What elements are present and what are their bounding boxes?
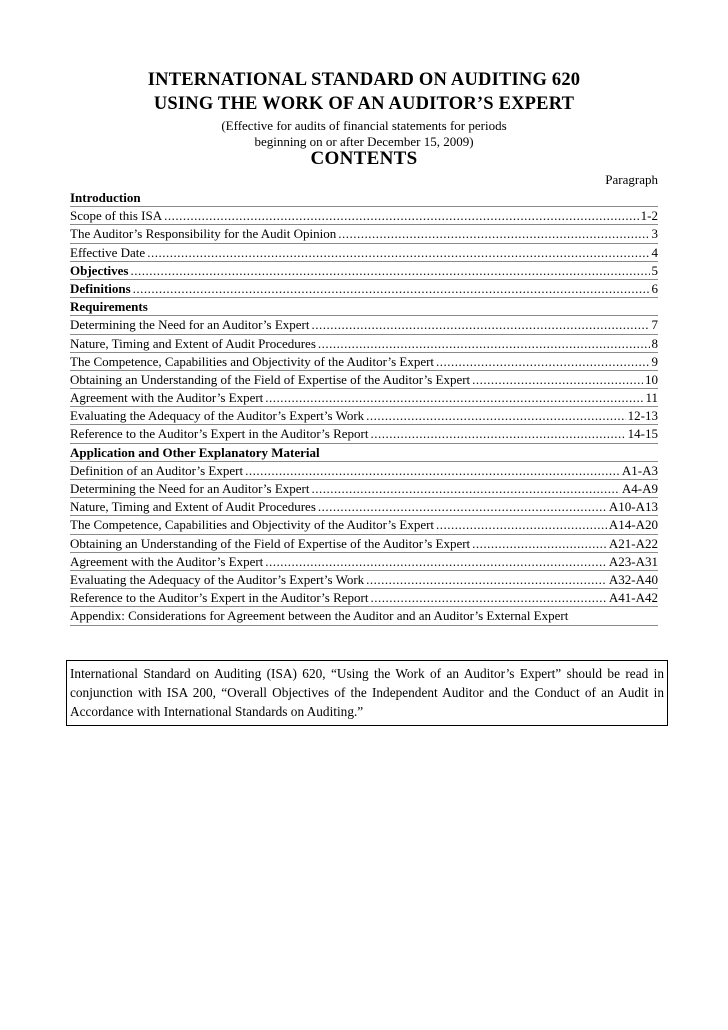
dot-leader — [436, 353, 649, 370]
toc-entry[interactable] — [70, 480, 658, 498]
toc-entry-ref: 9 — [651, 353, 658, 369]
toc-entry-ref: 12-13 — [627, 408, 658, 424]
toc-entry-label: Obtaining an Understanding of the Field of Expertise of the Auditor’s Expert — [70, 535, 471, 551]
toc-entry-label: Objectives — [70, 262, 129, 278]
dot-leader — [366, 571, 607, 588]
toc-entry[interactable] — [70, 225, 658, 243]
effective-date-line-2: beginning on or after December 15, 2009) — [254, 134, 474, 149]
contents-heading: CONTENTS — [310, 148, 418, 169]
toc-entry-label: Reference to the Auditor’s Expert in the Auditor’s Report — [70, 426, 369, 442]
toc-entry-label: The Competence, Capabilities and Objectivity of the Auditor’s Expert — [70, 517, 435, 533]
dot-leader — [370, 425, 625, 442]
toc-entry[interactable] — [70, 407, 658, 425]
effective-date-line-1: (Effective for audits of financial statements for periods — [221, 118, 507, 133]
toc-entry-ref: 8 — [651, 335, 658, 351]
toc-entry-ref: A41-A42 — [608, 590, 658, 606]
toc-entry-definitions[interactable] — [70, 280, 658, 298]
toc-entry-ref: 5 — [651, 262, 658, 278]
toc-entry-ref: A14-A20 — [608, 517, 658, 533]
dot-leader — [472, 535, 607, 552]
toc-entry[interactable] — [70, 553, 658, 571]
toc-section-label: Introduction — [70, 190, 141, 205]
toc-entry-ref: 7 — [651, 317, 658, 333]
toc-entry-label: Agreement with the Auditor’s Expert — [70, 553, 264, 569]
toc-entry-label: Obtaining an Understanding of the Field of Expertise of the Auditor’s Expert — [70, 371, 471, 387]
dot-leader — [370, 589, 606, 606]
toc-entry[interactable] — [70, 571, 658, 589]
paragraph-column-label: Paragraph — [605, 172, 658, 187]
dot-leader — [164, 207, 639, 224]
dot-leader — [147, 244, 649, 261]
dot-leader — [472, 371, 643, 388]
toc-entry[interactable] — [70, 425, 658, 443]
toc-entry-label: Definitions — [70, 280, 131, 296]
document-title: INTERNATIONAL STANDARD ON AUDITING 620 — [147, 70, 581, 90]
toc-entry-ref: A21-A22 — [608, 535, 658, 551]
toc-entry-ref: 4 — [651, 244, 658, 260]
dot-leader — [245, 462, 620, 479]
toc-section-label: Requirements — [70, 299, 148, 315]
toc-entry-label: Reference to the Auditor’s Expert in the Auditor’s Report — [70, 590, 369, 606]
toc-entry[interactable] — [70, 389, 658, 407]
toc-entry-label: Agreement with the Auditor’s Expert — [70, 390, 264, 406]
toc-entry[interactable] — [70, 353, 658, 371]
toc-entry-ref: 1-2 — [640, 208, 658, 224]
toc-entry[interactable] — [70, 335, 658, 353]
toc-entry[interactable] — [70, 371, 658, 389]
document-subtitle: USING THE WORK OF AN AUDITOR’S EXPERT — [153, 94, 575, 114]
dot-leader — [265, 389, 643, 406]
dot-leader — [133, 280, 650, 297]
toc-entry-label: Scope of this ISA — [70, 208, 163, 224]
toc-entry-label: Determining the Need for an Auditor’s Expert — [70, 317, 310, 333]
toc-entry-objectives[interactable] — [70, 262, 658, 280]
toc-section-heading-introduction — [70, 189, 658, 207]
toc-entry-ref: A23-A31 — [608, 553, 658, 569]
dot-leader — [318, 335, 650, 352]
toc-entry[interactable] — [70, 316, 658, 334]
toc-entry-ref: 3 — [651, 226, 658, 242]
toc-entry-label: Nature, Timing and Extent of Audit Procedures — [70, 335, 316, 351]
toc-entry-label: The Competence, Capabilities and Objectivity of the Auditor’s Expert — [70, 353, 435, 369]
dot-leader — [436, 516, 607, 533]
dot-leader — [338, 225, 649, 242]
dot-leader — [366, 407, 625, 424]
toc-entry-ref: 14-15 — [627, 426, 658, 442]
toc-entry[interactable] — [70, 498, 658, 516]
reading-notice-box: International Standard on Auditing (ISA) 620, “Using the Work of an Auditor’s Expert” should be read in conjunction with ISA 200, “Overall Objectives of the Independent Auditor and the Conduct of an Audit in Accordance with International Standards on Auditing.” — [66, 660, 668, 726]
toc-entry[interactable] — [70, 516, 658, 534]
toc-entry-label: The Auditor’s Responsibility for the Audit Opinion — [70, 226, 337, 242]
dot-leader — [311, 480, 619, 497]
toc-entry-ref: A10-A13 — [608, 499, 658, 515]
toc-entry-label: Definition of an Auditor’s Expert — [70, 462, 244, 478]
toc-entry-label: Evaluating the Adequacy of the Auditor’s Expert’s Work — [70, 571, 365, 587]
table-of-contents — [70, 189, 658, 626]
toc-entry-ref: A32-A40 — [608, 571, 658, 587]
toc-entry[interactable] — [70, 535, 658, 553]
toc-entry[interactable] — [70, 462, 658, 480]
toc-entry[interactable] — [70, 244, 658, 262]
toc-entry-ref: A1-A3 — [621, 462, 658, 478]
dot-leader — [311, 316, 649, 333]
toc-entry[interactable] — [70, 207, 658, 225]
toc-entry-label: Determining the Need for an Auditor’s Expert — [70, 481, 310, 496]
toc-entry-label: Evaluating the Adequacy of the Auditor’s Expert’s Work — [70, 408, 365, 424]
toc-entry-ref: A4-A9 — [621, 481, 658, 496]
toc-section-heading-requirements — [70, 298, 658, 316]
dot-leader — [130, 262, 649, 279]
toc-entry-appendix[interactable] — [70, 607, 658, 625]
toc-entry-label: Nature, Timing and Extent of Audit Procedures — [70, 499, 316, 515]
toc-section-label: Application and Other Explanatory Material — [70, 444, 320, 460]
toc-entry-ref: 11 — [645, 390, 658, 406]
toc-entry-ref: 6 — [651, 280, 658, 296]
dot-leader — [265, 553, 607, 570]
toc-entry-ref: 10 — [645, 371, 658, 387]
toc-section-heading-application — [70, 444, 658, 462]
toc-entry-label: Appendix: Considerations for Agreement between the Auditor and an Auditor’s External Expert — [70, 608, 569, 624]
toc-entry[interactable] — [70, 589, 658, 607]
dot-leader — [318, 498, 607, 515]
toc-entry-label: Effective Date — [70, 244, 146, 260]
